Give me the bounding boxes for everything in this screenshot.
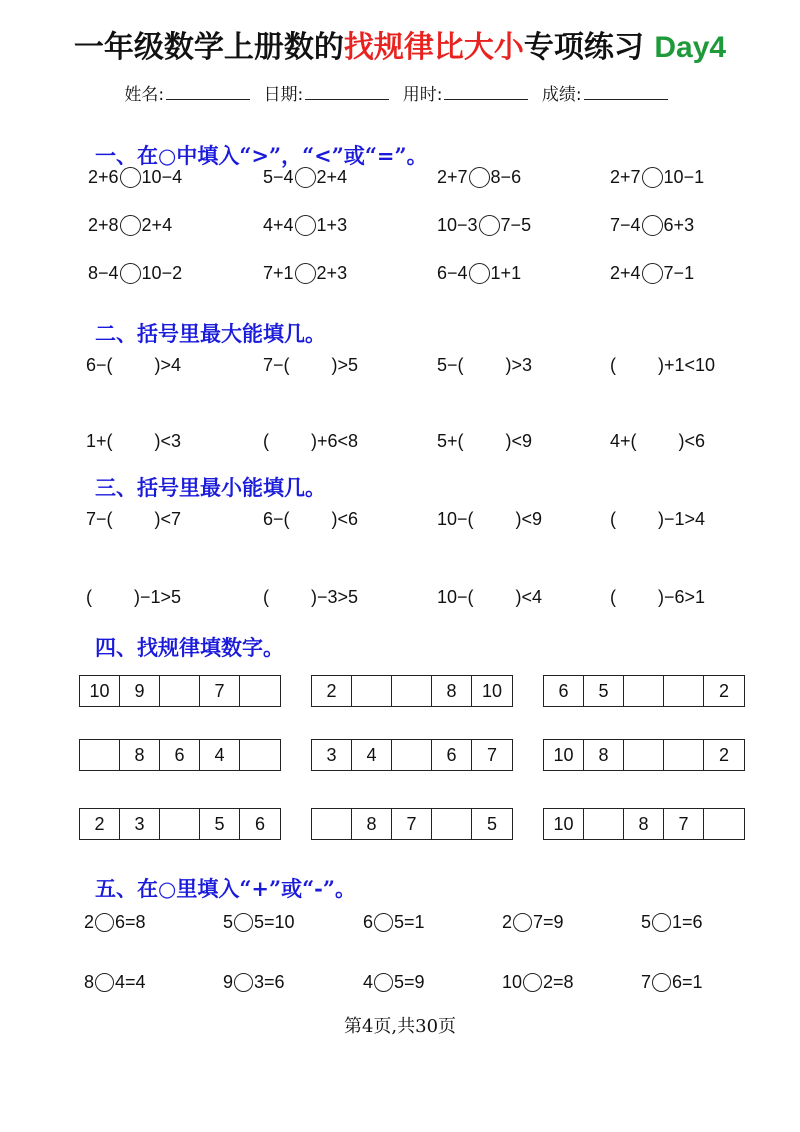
sequence-number: 10 — [544, 740, 584, 770]
min-fill-left: ( — [86, 586, 92, 607]
sequence-blank[interactable] — [664, 676, 704, 706]
name-label: 姓名: — [124, 85, 165, 105]
min-fill-right: )<7 — [154, 508, 182, 529]
min-fill-item — [86, 506, 181, 532]
answer-circle[interactable] — [295, 263, 316, 284]
sequence-number: 7 — [200, 676, 240, 706]
sequence-number: 7 — [486, 744, 497, 765]
operator-circle[interactable] — [523, 973, 542, 992]
compare-right: 10−4 — [141, 166, 183, 187]
operator-circle[interactable] — [95, 913, 114, 932]
max-fill-item — [263, 352, 358, 378]
compare-item — [88, 211, 172, 239]
sequence-blank[interactable] — [432, 809, 472, 839]
sequence-blank[interactable] — [664, 740, 704, 770]
operator-left: 2 — [502, 911, 513, 932]
score-blank[interactable] — [584, 85, 668, 100]
min-fill-right: )−1>4 — [658, 508, 706, 529]
time-blank[interactable] — [444, 85, 528, 100]
min-fill-item — [86, 584, 181, 610]
sequence-number: 4 — [352, 740, 392, 770]
max-fill-right: )+6<8 — [311, 430, 359, 451]
sequence-blank[interactable] — [352, 676, 392, 706]
compare-right: 1+1 — [490, 262, 522, 283]
date-label: 日期: — [263, 85, 304, 105]
sequence-row — [311, 808, 513, 840]
max-fill-right: )>4 — [154, 354, 182, 375]
min-fill-left: 10−( — [437, 586, 474, 607]
operator-item — [502, 968, 574, 996]
sequence-number: 8 — [432, 676, 472, 706]
operator-right: 6=8 — [115, 911, 146, 932]
max-fill-item — [610, 352, 715, 378]
sequence-number: 7 — [664, 809, 704, 839]
section-2-heading: 二、括号里最大能填几。 — [95, 321, 326, 346]
sequence-blank[interactable] — [160, 809, 200, 839]
max-fill-left: 6−( — [86, 354, 113, 375]
min-fill-left: ( — [610, 586, 616, 607]
max-fill-item — [86, 428, 181, 454]
sequence-blank[interactable] — [160, 676, 200, 706]
name-blank[interactable] — [166, 85, 250, 100]
sequence-number: 10 — [544, 809, 584, 839]
operator-item — [641, 908, 703, 936]
max-fill-item — [263, 428, 358, 454]
min-fill-item — [437, 584, 542, 610]
operator-right: 5=9 — [394, 971, 425, 992]
sequence-number: 5 — [200, 809, 240, 839]
sequence-blank[interactable] — [392, 676, 432, 706]
page-footer: 第4页,共30页 — [343, 1016, 457, 1037]
sequence-blank[interactable] — [80, 740, 120, 770]
sequence-blank[interactable] — [240, 676, 280, 706]
compare-left: 4+4 — [263, 214, 294, 235]
operator-left: 5 — [641, 911, 652, 932]
operator-right: 4=4 — [115, 971, 146, 992]
max-fill-left: 5−( — [437, 354, 464, 375]
sequence-number: 3 — [312, 740, 352, 770]
compare-item — [263, 259, 347, 287]
operator-item — [223, 908, 295, 936]
operator-circle[interactable] — [513, 913, 532, 932]
max-fill-right: )>3 — [505, 354, 533, 375]
sequence-number: 6 — [544, 676, 584, 706]
sequence-number: 5 — [486, 813, 497, 834]
compare-item — [263, 163, 347, 191]
sequence-row — [543, 675, 745, 707]
sequence-blank[interactable] — [584, 809, 624, 839]
compare-item — [88, 259, 182, 287]
operator-left: 10 — [502, 971, 523, 992]
compare-right: 8−6 — [490, 166, 522, 187]
min-fill-item — [263, 584, 358, 610]
min-fill-item — [610, 506, 705, 532]
sequence-number: 10 — [481, 680, 503, 701]
min-fill-right: )−3>5 — [311, 586, 359, 607]
compare-left: 7−4 — [610, 214, 641, 235]
title-part-1: 一年级数学上册数的 — [73, 30, 344, 65]
compare-left: 2+7 — [437, 166, 468, 187]
operator-right: 6=1 — [672, 971, 703, 992]
compare-left: 6−4 — [437, 262, 468, 283]
operator-left: 6 — [363, 911, 374, 932]
max-fill-right: )>5 — [331, 354, 359, 375]
answer-circle[interactable] — [642, 215, 663, 236]
operator-left: 8 — [84, 971, 95, 992]
sequence-number: 8 — [584, 740, 624, 770]
sequence-row — [311, 739, 513, 771]
answer-circle[interactable] — [120, 263, 141, 284]
operator-circle[interactable] — [95, 973, 114, 992]
operator-item — [84, 908, 146, 936]
sequence-number: 4 — [200, 740, 240, 770]
operator-left: 9 — [223, 971, 234, 992]
operator-left: 2 — [84, 911, 95, 932]
compare-item — [88, 163, 182, 191]
operator-item — [84, 968, 146, 996]
operator-right: 5=1 — [394, 911, 425, 932]
max-fill-left: ( — [263, 430, 269, 451]
section-3-heading: 三、括号里最小能填几。 — [95, 475, 326, 500]
answer-circle[interactable] — [295, 167, 316, 188]
compare-right: 6+3 — [663, 214, 695, 235]
sequence-blank[interactable] — [704, 809, 744, 839]
max-fill-left: 7−( — [263, 354, 290, 375]
max-fill-right: )<3 — [154, 430, 182, 451]
min-fill-item — [610, 584, 705, 610]
sequence-blank[interactable] — [312, 809, 352, 839]
max-fill-right: )<9 — [505, 430, 533, 451]
sequence-blank[interactable] — [624, 676, 664, 706]
min-fill-item — [437, 506, 542, 532]
sequence-number: 7 — [392, 809, 432, 839]
min-fill-right: )<9 — [515, 508, 543, 529]
answer-circle[interactable] — [642, 167, 663, 188]
compare-left: 2+6 — [88, 166, 119, 187]
min-fill-item — [263, 506, 358, 532]
compare-item — [263, 211, 347, 239]
max-fill-right: )<6 — [678, 430, 706, 451]
time-label: 用时: — [402, 85, 443, 105]
sequence-row — [543, 739, 745, 771]
operator-right: 1=6 — [672, 911, 703, 932]
sequence-row — [79, 808, 281, 840]
compare-left: 8−4 — [88, 262, 119, 283]
min-fill-right: )−6>1 — [658, 586, 706, 607]
max-fill-left: ( — [610, 354, 616, 375]
compare-left: 2+4 — [610, 262, 641, 283]
compare-right: 7−5 — [500, 214, 532, 235]
min-fill-left: 7−( — [86, 508, 113, 529]
compare-right: 1+3 — [316, 214, 348, 235]
sequence-blank[interactable] — [624, 740, 664, 770]
operator-circle[interactable] — [652, 913, 671, 932]
operator-circle[interactable] — [234, 913, 253, 932]
compare-item — [437, 259, 521, 287]
date-blank[interactable] — [305, 85, 389, 100]
compare-left: 7+1 — [263, 262, 294, 283]
sequence-number: 6 — [160, 740, 200, 770]
answer-circle[interactable] — [120, 167, 141, 188]
compare-right: 7−1 — [663, 262, 695, 283]
min-fill-right: )<6 — [331, 508, 359, 529]
operator-item — [502, 908, 564, 936]
sequence-number: 2 — [718, 680, 729, 701]
answer-circle[interactable] — [479, 215, 500, 236]
min-fill-left: 10−( — [437, 508, 474, 529]
sequence-blank[interactable] — [240, 740, 280, 770]
compare-item — [610, 211, 694, 239]
score-label: 成绩: — [541, 85, 582, 105]
max-fill-item — [86, 352, 181, 378]
section-1-heading: 一、在○中填入“>”，“<”或“=”。 — [95, 143, 428, 168]
answer-circle[interactable] — [642, 263, 663, 284]
operator-circle[interactable] — [374, 973, 393, 992]
max-fill-item — [610, 428, 705, 454]
max-fill-right: )+1<10 — [658, 354, 716, 375]
max-fill-left: 5+( — [437, 430, 464, 451]
operator-right: 3=6 — [254, 971, 285, 992]
operator-item — [641, 968, 703, 996]
compare-right: 2+4 — [141, 214, 173, 235]
min-fill-left: 6−( — [263, 508, 290, 529]
title-day: Day4 — [654, 31, 727, 64]
operator-left: 4 — [363, 971, 374, 992]
sequence-number: 2 — [718, 744, 729, 765]
operator-right: 5=10 — [254, 911, 295, 932]
compare-right: 2+3 — [316, 262, 348, 283]
compare-left: 2+8 — [88, 214, 119, 235]
answer-circle[interactable] — [469, 263, 490, 284]
compare-item — [610, 259, 694, 287]
operator-item — [223, 968, 285, 996]
operator-circle[interactable] — [234, 973, 253, 992]
compare-left: 2+7 — [610, 166, 641, 187]
sequence-number: 8 — [120, 740, 160, 770]
sequence-number: 10 — [80, 676, 120, 706]
min-fill-left: ( — [263, 586, 269, 607]
sequence-row — [543, 808, 745, 840]
operator-right: 2=8 — [543, 971, 574, 992]
answer-circle[interactable] — [120, 215, 141, 236]
sequence-number: 2 — [312, 676, 352, 706]
compare-left: 5−4 — [263, 166, 294, 187]
sequence-row — [311, 675, 513, 707]
operator-item — [363, 968, 425, 996]
operator-left: 7 — [641, 971, 652, 992]
compare-right: 10−2 — [141, 262, 183, 283]
max-fill-left: 4+( — [610, 430, 637, 451]
student-info-line — [0, 80, 800, 105]
operator-circle[interactable] — [374, 913, 393, 932]
compare-item — [437, 163, 521, 191]
title-part-3: 专项练习 — [523, 30, 644, 65]
operator-item — [363, 908, 425, 936]
max-fill-item — [437, 428, 532, 454]
min-fill-left: ( — [610, 508, 616, 529]
operator-right: 7=9 — [533, 911, 564, 932]
sequence-number: 5 — [584, 676, 624, 706]
sequence-number: 2 — [80, 809, 120, 839]
operator-left: 5 — [223, 911, 234, 932]
sequence-blank[interactable] — [392, 740, 432, 770]
sequence-row — [79, 739, 281, 771]
compare-right: 10−1 — [663, 166, 705, 187]
sequence-number: 6 — [254, 813, 265, 834]
sequence-number: 9 — [120, 676, 160, 706]
compare-item — [437, 211, 531, 239]
compare-left: 10−3 — [437, 214, 478, 235]
sequence-row — [79, 675, 281, 707]
answer-circle[interactable] — [295, 215, 316, 236]
answer-circle[interactable] — [469, 167, 490, 188]
worksheet-title — [0, 22, 800, 66]
operator-circle[interactable] — [652, 973, 671, 992]
max-fill-left: 1+( — [86, 430, 113, 451]
compare-right: 2+4 — [316, 166, 348, 187]
sequence-number: 8 — [352, 809, 392, 839]
section-4-heading: 四、找规律填数字。 — [95, 635, 284, 660]
max-fill-item — [437, 352, 532, 378]
sequence-number: 3 — [120, 809, 160, 839]
section-5-heading: 五、在○里填入“+”或“-”。 — [95, 876, 356, 901]
title-highlight: 找规律比大小 — [343, 30, 524, 65]
sequence-number: 6 — [432, 740, 472, 770]
sequence-number: 8 — [624, 809, 664, 839]
min-fill-right: )<4 — [515, 586, 543, 607]
compare-item — [610, 163, 704, 191]
min-fill-right: )−1>5 — [134, 586, 182, 607]
